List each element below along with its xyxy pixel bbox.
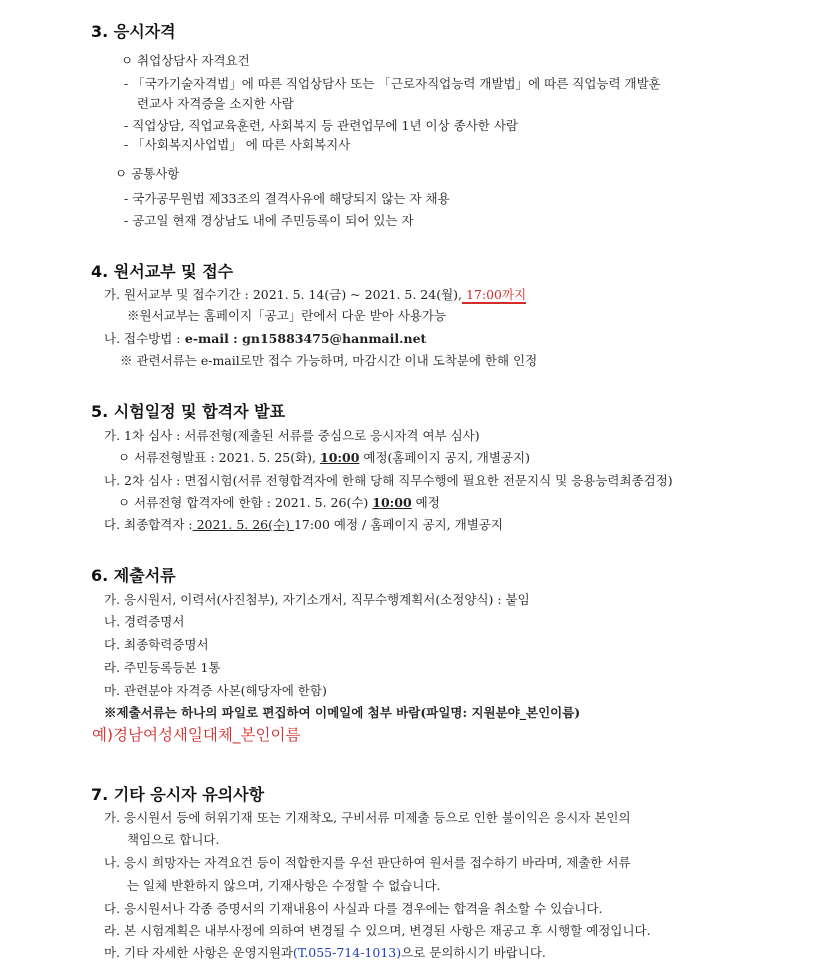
eligibility-item-1: - 「국가기술자격법」에 따른 직업상담사 또는 「근로자직업능력 개발법」에 따른 직업능력 개발훈 bbox=[124, 76, 661, 91]
stage-1-announcement-suffix: 예정(홈페이지 공지, 개별공지) bbox=[359, 450, 530, 465]
application-method bbox=[104, 331, 426, 347]
stage-1: 가. 1차 심사 : 서류전형(제출된 서류를 중심으로 응시자격 여부 심사) bbox=[104, 428, 480, 443]
final-result-label: 다. 최종합격자 : bbox=[104, 517, 193, 532]
application-period bbox=[104, 287, 526, 303]
notice-a-cont: 책임으로 합니다. bbox=[127, 832, 220, 847]
section-7-heading: 7. 기타 응시자 유의사항 bbox=[91, 785, 265, 804]
section-4-heading: 4. 원서교부 및 접수 bbox=[91, 262, 234, 281]
notice-e-suffix: 으로 문의하시기 바랍니다. bbox=[401, 945, 546, 960]
eligibility-item-2: - 직업상담, 직업교육훈련, 사회복지 등 관련업무에 1년 이상 종사한 사람 bbox=[124, 118, 518, 133]
submission-note: ※제출서류는 하나의 파일로 편집하여 이메일에 첨부 바람(파일명: 지원분야_본인이름) bbox=[104, 705, 581, 720]
document-item: 라. 주민등록등본 1통 bbox=[104, 660, 221, 675]
stage-2-schedule bbox=[118, 495, 440, 511]
eligibility-item-1-cont: 련교사 자격증을 소지한 사람 bbox=[137, 96, 294, 111]
document-item: 나. 경력증명서 bbox=[104, 614, 185, 629]
application-method-label: 나. 접수방법 : bbox=[104, 331, 181, 346]
application-period-value: 2021. 5. 14(금) ~ 2021. 5. 24(월), bbox=[248, 287, 462, 302]
eligibility-subheading: ㅇ 취업상담사 자격요건 bbox=[121, 53, 250, 68]
final-result-date: 2021. 5. 26(수) bbox=[192, 517, 294, 532]
section-6-heading: 6. 제출서류 bbox=[91, 566, 176, 585]
application-note: ※원서교부는 홈페이지「공고」란에서 다운 받아 사용가능 bbox=[127, 308, 447, 323]
notice-b: 나. 응시 희망자는 자격요건 등이 적합한지를 우선 판단하여 원서를 접수하기 바라며, 제출한 서류 bbox=[104, 855, 631, 870]
notice-c: 다. 응시원서나 각종 증명서의 기재내용이 사실과 다를 경우에는 합격을 취소할 수 있습니다. bbox=[104, 901, 603, 916]
document-item: 가. 응시원서, 이력서(사진첨부), 자기소개서, 직무수행계획서(소정양식) : 붙임 bbox=[104, 592, 530, 607]
final-result bbox=[104, 517, 503, 533]
notice-b-cont: 는 일체 반환하지 않으며, 기재사항은 수정할 수 없습니다. bbox=[127, 878, 441, 893]
common-item-1: - 국가공무원법 제33조의 결격사유에 해당되지 않는 자 채용 bbox=[124, 191, 450, 206]
filename-example: 예)경남여성새일대체_본인이름 bbox=[92, 726, 301, 744]
email-only-note: ※ 관련서류는 e-mail로만 접수 가능하며, 마감시간 이내 도착분에 한해 인정 bbox=[120, 353, 538, 368]
stage-1-announcement-text: ㅇ 서류전형발표 : 2021. 5. 25(화), bbox=[118, 450, 320, 465]
stage-1-announcement bbox=[118, 450, 530, 466]
application-period-label: 가. 원서교부 및 접수기간 : bbox=[104, 287, 249, 302]
stage-1-time: 10:00 bbox=[320, 450, 360, 465]
stage-2-time: 10:00 bbox=[372, 495, 412, 510]
common-item-2: - 공고일 현재 경상남도 내에 주민등록이 되어 있는 자 bbox=[124, 213, 414, 228]
notice-e bbox=[104, 945, 546, 961]
notice-a: 가. 응시원서 등에 허위기재 또는 기재착오, 구비서류 미제출 등으로 인한 불이익은 응시자 본인의 bbox=[104, 810, 631, 825]
common-subheading: ㅇ 공통사항 bbox=[115, 166, 180, 181]
section-3-heading: 3. 응시자격 bbox=[91, 22, 176, 41]
eligibility-item-3: - 「사회복지사업법」 에 따른 사회복지사 bbox=[124, 137, 351, 152]
document-item: 다. 최종학력증명서 bbox=[104, 637, 209, 652]
notice-d: 라. 본 시험계획은 내부사정에 의하여 변경될 수 있으며, 변경된 사항은 재공고 후 시행할 예정입니다. bbox=[104, 923, 651, 938]
stage-2: 나. 2차 심사 : 면접시험(서류 전형합격자에 한해 당해 직무수행에 필요한 전문지식 및 응용능력최종검정) bbox=[104, 473, 673, 488]
application-email: e-mail : gn15883475@hanmail.net bbox=[180, 331, 427, 346]
final-result-detail: 17:00 예정 / 홈페이지 공지, 개별공지 bbox=[293, 517, 503, 532]
contact-phone: (T.055-714-1013) bbox=[292, 945, 402, 960]
document-item: 마. 관련분야 자격증 사본(해당자에 한함) bbox=[104, 683, 327, 698]
section-5-heading: 5. 시험일정 및 합격자 발표 bbox=[91, 402, 286, 421]
stage-2-schedule-suffix: 예정 bbox=[411, 495, 440, 510]
application-deadline-time: 17:00까지 bbox=[462, 287, 527, 302]
stage-2-schedule-text: ㅇ 서류전형 합격자에 한함 : 2021. 5. 26(수) bbox=[118, 495, 373, 510]
notice-e-text: 마. 기타 자세한 사항은 운영지원과 bbox=[104, 945, 293, 960]
